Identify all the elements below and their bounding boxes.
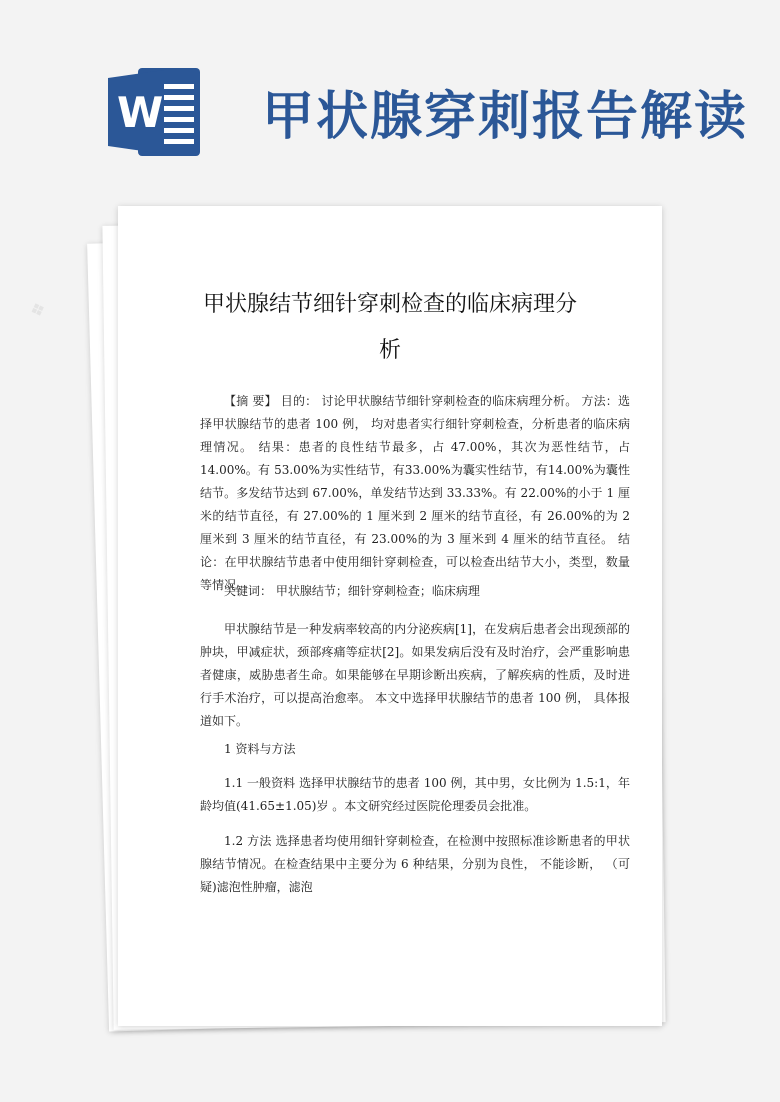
section-heading: 1 资料与方法 [224, 742, 296, 756]
document-title-line1: 甲状腺结节细针穿刺检查的临床病理分 [202, 292, 577, 317]
document-title [160, 282, 620, 374]
watermark: ❖ [26, 297, 50, 324]
section-1-2-paragraph: 1.2 方法 选择患者均使用细针穿刺检查，在检测中按照标准诊断患者的甲状腺结节情况。在检查结果中主要分为 6 种结果，分别为良性， 不能诊断， （可疑)滤泡性肿瘤，滤泡 [200, 834, 630, 894]
word-icon-letter: W [117, 88, 164, 137]
document-title-line2: 析 [378, 338, 401, 363]
section-1-1-paragraph: 1.1 一般资料 选择甲状腺结节的患者 100 例，其中男，女比例为 1.5:1，年龄均值(41.65±1.05)岁 。本文研究经过医院伦理委员会批准。 [200, 776, 630, 813]
abstract-paragraph: 【摘 要】 目的： 讨论甲状腺结节细针穿刺检查的临床病理分析。 方法：选择甲状腺结节的患者 100 例， 均对患者实行细针穿刺检查，分析患者的临床病理情况。 结果：患者的良性结节最多，占 47.00%，其次为恶性结节，占 14.00%。有 53.00%为实性结节，有33.00%为囊实性结节，有14.00%为囊性结节。多发结节达到 67.00%，单发结节达到 33.33%。有 22.00%的小于 1 厘米的结节直径，有 27.00%的 1 厘米到 2 厘米的结节直径，有 26.00%的为 2 厘米到 3 厘米的结节直径，有 23.00%的为 3 厘米到 4 厘米的结节直径。 结论：在甲状腺结节患者中使用细针穿刺检查，可以检查出结节大小，类型，数量等情况。 [200, 394, 630, 592]
word-doc-icon [108, 64, 204, 160]
banner-title: 甲状腺穿刺报告解读 [262, 87, 749, 147]
intro-paragraph: 甲状腺结节是一种发病率较高的内分泌疾病[1]，在发病后患者会出现颈部的肿块，甲减症状，颈部疼痛等症状[2]。如果发病后没有及时治疗，会严重影响患者健康，威胁患者生命。如果能够在早期诊断出疾病，了解疾病的性质，及时进行手术治疗，可以提高治愈率。 本文中选择甲状腺结节的患者 100 例， 具体报道如下。 [200, 622, 630, 728]
keywords-line: 关键词： 甲状腺结节；细针穿刺检查；临床病理 [224, 584, 480, 598]
header-banner [0, 0, 780, 200]
